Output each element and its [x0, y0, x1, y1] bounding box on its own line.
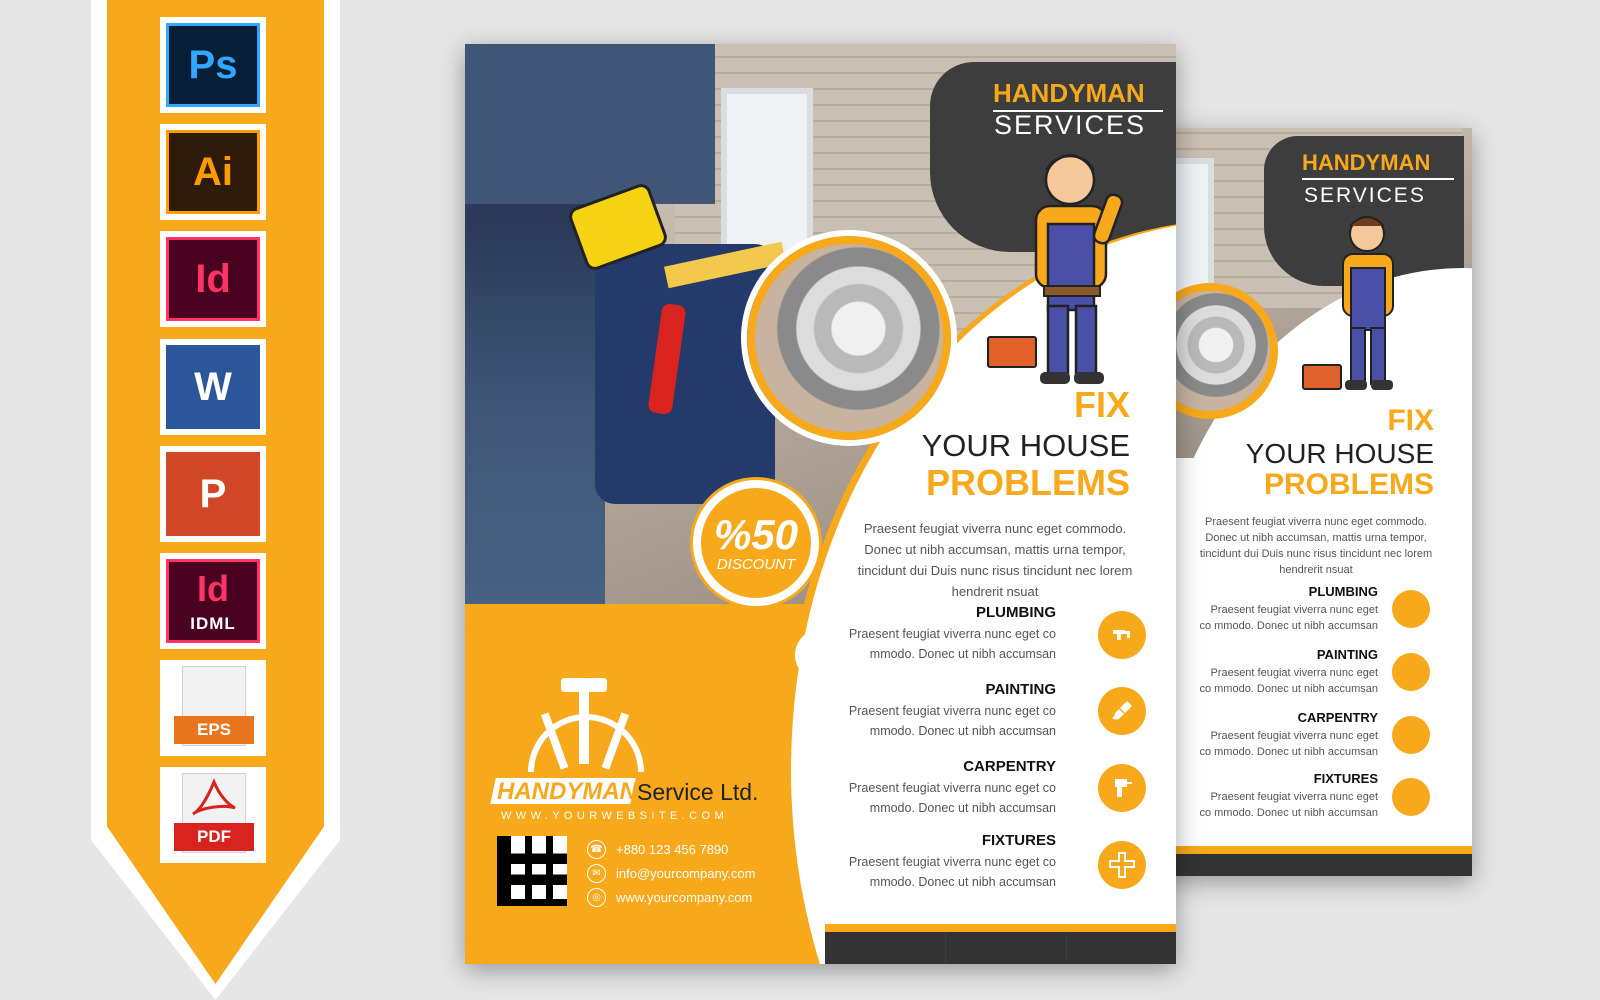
back-title-services: SERVICES: [1304, 184, 1426, 207]
back-intro-paragraph: Praesent feugiat viverra nunc eget commodo. Donec ut nibh accumsan, mattis urna tempor, tincidunt dui Duis nunc risus tincidunt nec lorem hendrerit nsuat: [1199, 516, 1433, 576]
paint-brush-glyph-icon: [1109, 698, 1135, 724]
toolbox-icon: [987, 336, 1037, 368]
phone-row: [587, 840, 728, 859]
email-row: [587, 864, 755, 883]
back-service-desc: Praesent feugiat viverra nunc eget co mmodo. Donec ut nibh accumsan: [1199, 667, 1378, 695]
back-headline-your-house: YOUR HOUSE: [1245, 438, 1434, 469]
eps-tile: [160, 660, 266, 756]
illustrator-tile: [160, 124, 266, 220]
idml-tile: [160, 553, 266, 649]
pipe-fixture-icon: [1098, 841, 1146, 889]
back-title-divider: [1302, 178, 1454, 180]
service-title: CARPENTRY: [963, 758, 1056, 775]
email-icon: ✉: [587, 864, 606, 883]
flyer-front: [465, 44, 1176, 964]
powerpoint-icon: P: [166, 452, 260, 536]
brand-website: WWW.YOURWEBSITE.COM: [501, 810, 729, 822]
back-drill-icon: [1392, 716, 1430, 754]
discount-value: %50: [713, 510, 799, 558]
headline-fix: FIX: [1073, 384, 1130, 425]
word-tile: [160, 339, 266, 435]
service-desc: Praesent feugiat viverra nunc eget co mmodo. Donec ut nibh accumsan: [848, 781, 1056, 815]
back-toolbox-icon: [1302, 364, 1342, 390]
service-desc: Praesent feugiat viverra nunc eget co mmodo. Donec ut nibh accumsan: [848, 704, 1056, 738]
back-service-title: FIXTURES: [1313, 771, 1378, 786]
footer-bar: [825, 932, 1176, 964]
service-title: FIXTURES: [981, 832, 1056, 849]
back-headline-problems: PROBLEMS: [1263, 468, 1434, 501]
back-service-title: CARPENTRY: [1297, 710, 1378, 725]
pdf-label: PDF: [174, 823, 254, 851]
back-title-handyman: HANDYMAN: [1302, 150, 1431, 175]
service-desc: Praesent feugiat viverra nunc eget co mmodo. Donec ut nibh accumsan: [848, 855, 1056, 889]
drill-glyph-icon: [1109, 775, 1135, 801]
back-faucet-icon: [1392, 590, 1430, 628]
globe-icon: ◎: [587, 888, 606, 907]
pdf-tile: [160, 767, 266, 863]
service-title: PLUMBING: [976, 604, 1056, 621]
drill-icon: [1098, 764, 1146, 812]
photoshop-tile: [160, 17, 266, 113]
intro-paragraph: Praesent feugiat viverra nunc eget commodo. Donec ut nibh accumsan, mattis urna tempor, tincidunt dui Duis nunc risus tincidunt nec lorem hendrerit nsuat: [857, 521, 1133, 599]
back-service-title: PAINTING: [1316, 647, 1378, 662]
service-desc: Praesent feugiat viverra nunc eget co mmodo. Donec ut nibh accumsan: [848, 627, 1056, 661]
footer-stripe: [825, 924, 1176, 932]
photoshop-icon: Ps: [166, 23, 260, 107]
qr-code: [497, 836, 567, 906]
headline-problems: PROBLEMS: [925, 462, 1130, 503]
back-headline-fix: FIX: [1387, 404, 1434, 437]
back-service-desc: Praesent feugiat viverra nunc eget co mmodo. Donec ut nibh accumsan: [1199, 730, 1378, 758]
website-row: [587, 888, 752, 907]
indesign-icon: Id: [166, 237, 260, 321]
faucet-icon: [1098, 611, 1146, 659]
tools-emblem-icon: [521, 672, 651, 782]
title-services: SERVICES: [994, 110, 1147, 140]
title-handyman: HANDYMAN: [993, 78, 1145, 108]
back-footer-bar: [1152, 854, 1472, 876]
phone-text: +880 123 456 7890: [616, 842, 729, 857]
back-service-desc: Praesent feugiat viverra nunc eget co mmodo. Donec ut nibh accumsan: [1199, 791, 1378, 819]
headline-your-house: YOUR HOUSE: [921, 428, 1130, 463]
back-paint-brush-icon: [1392, 653, 1430, 691]
acrobat-logo-icon: [183, 774, 245, 824]
brand-name: HANDYMAN: [497, 778, 637, 805]
illustrator-icon: Ai: [166, 130, 260, 214]
brand-suffix: Service Ltd.: [637, 779, 759, 805]
pipe-fixture-glyph-icon: [1108, 851, 1136, 879]
word-icon: W: [166, 345, 260, 429]
faucet-glyph-icon: [1109, 622, 1135, 648]
back-pipe-fixture-icon: [1392, 778, 1430, 816]
indesign-tile: [160, 231, 266, 327]
paint-brush-icon: [1098, 687, 1146, 735]
worker-shirt: [465, 44, 715, 204]
back-service-desc: Praesent feugiat viverra nunc eget co mmodo. Donec ut nibh accumsan: [1199, 604, 1378, 632]
powerpoint-tile: [160, 446, 266, 542]
service-title: PAINTING: [985, 681, 1056, 698]
company-logo-icon: [521, 672, 651, 782]
idml-icon: Id IDML: [166, 559, 260, 643]
back-footer-stripe: [1152, 846, 1472, 854]
email-text: info@yourcompany.com: [616, 866, 756, 881]
pipe-repair-photo: [747, 236, 951, 440]
phone-icon: ☎: [587, 840, 606, 859]
discount-label: DISCOUNT: [716, 555, 796, 573]
back-service-title: PLUMBING: [1308, 584, 1378, 599]
eps-label: EPS: [174, 716, 254, 744]
discount-badge: [693, 480, 819, 606]
website-text: www.yourcompany.com: [616, 890, 753, 905]
